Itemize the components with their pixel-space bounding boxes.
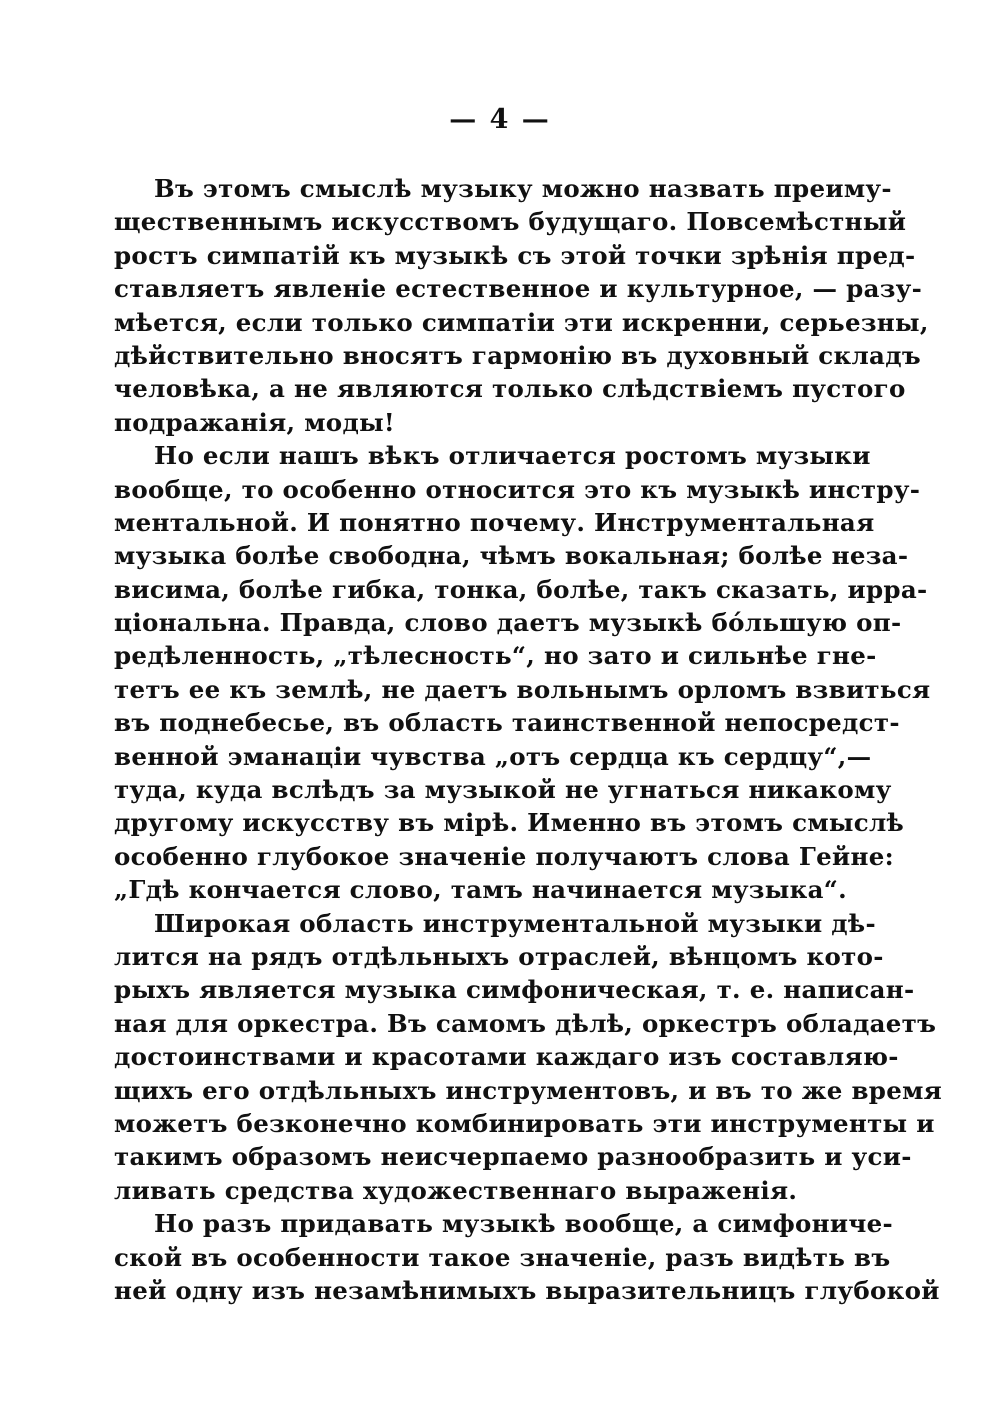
paragraph-3: [114, 907, 943, 1208]
text-line: ставляетъ явленіе естественное и культурное, — разу-: [114, 274, 923, 304]
text-line: ливать средства художественнаго выраженія.: [114, 1175, 798, 1205]
text-line: ростъ симпатій къ музыкѣ съ этой точки зрѣнія пред-: [114, 240, 916, 270]
text-line: Въ этомъ смыслѣ музыку можно назвать преиму-: [154, 174, 892, 203]
text-line: подражанія, моды!: [114, 407, 395, 437]
text-line: другому искусству въ мірѣ. Именно въ этомъ смыслѣ: [114, 808, 905, 838]
paragraph-4: [114, 1207, 940, 1307]
text-line: достоинствами и красотами каждаго изъ составляю-: [114, 1042, 899, 1072]
text-line: дѣйствительно вносятъ гармонію въ духовный складъ: [114, 340, 921, 370]
text-line: вообще, то особенно относится это къ музыкѣ инстру-: [114, 474, 921, 504]
text-line: такимъ образомъ неисчерпаемо разнообразить и уси-: [114, 1142, 912, 1172]
text-line: рыхъ является музыка симфоническая, т. е. написан-: [114, 975, 915, 1005]
text-line: Но если нашъ вѣкъ отличается ростомъ музыки: [154, 441, 871, 471]
text-line: можетъ безконечно комбинировать эти инструменты и: [114, 1108, 935, 1138]
text-line: ная для оркестра. Въ самомъ дѣлѣ, оркестръ обладаетъ: [114, 1008, 937, 1038]
text-line: въ поднебесье, въ область таинственной непосредст-: [114, 708, 900, 738]
text-line: ментальной. И понятно почему. Инструментальная: [114, 507, 875, 537]
text-line: Но разъ придавать музыкѣ вообще, а симфониче-: [154, 1209, 893, 1239]
text-line: редѣленность, „тѣлесность“, но зато и сильнѣе гне-: [114, 641, 877, 671]
text-line: ней одну изъ незамѣнимыхъ выразительницъ глубокой: [114, 1275, 940, 1305]
paragraph-1: [114, 172, 929, 439]
text-line: лится на рядъ отдѣльныхъ отраслей, вѣнцомъ кото-: [114, 941, 884, 971]
page-number: — 4 —: [449, 104, 551, 135]
body-text: [114, 172, 943, 1307]
text-line: ціональна. Правда, слово даетъ музыкѣ бо́льшую оп-: [114, 608, 902, 638]
text-line: тетъ ее къ землѣ, не даетъ вольнымъ орломъ взвиться: [114, 674, 931, 704]
text-line: висима, болѣе гибка, тонка, болѣе, такъ сказать, ирра-: [114, 574, 928, 604]
text-line: мѣется, если только симпатіи эти искренни, серьезны,: [114, 307, 929, 337]
text-line: „Гдѣ кончается слово, тамъ начинается музыка“.: [114, 875, 847, 905]
text-line: туда, куда вслѣдъ за музыкой не угнаться никакому: [114, 775, 892, 805]
text-line: венной эманаціи чувства „отъ сердца къ сердцу“,—: [114, 741, 872, 771]
text-line: особенно глубокое значеніе получаютъ слова Гейне:: [114, 841, 894, 871]
text-line: музыка болѣе свободна, чѣмъ вокальная; болѣе неза-: [114, 541, 909, 571]
text-line: ской въ особенности такое значеніе, разъ видѣть въ: [114, 1242, 891, 1272]
paragraph-2: [114, 439, 931, 906]
text-line: Широкая область инструментальной музыки дѣ-: [154, 908, 876, 938]
text-line: щихъ его отдѣльныхъ инструментовъ, и въ то же время: [114, 1075, 943, 1105]
text-line: человѣка, а не являются только слѣдствіемъ пустого: [114, 374, 906, 404]
text-line: щественнымъ искусствомъ будущаго. Повсемѣстный: [114, 207, 907, 237]
